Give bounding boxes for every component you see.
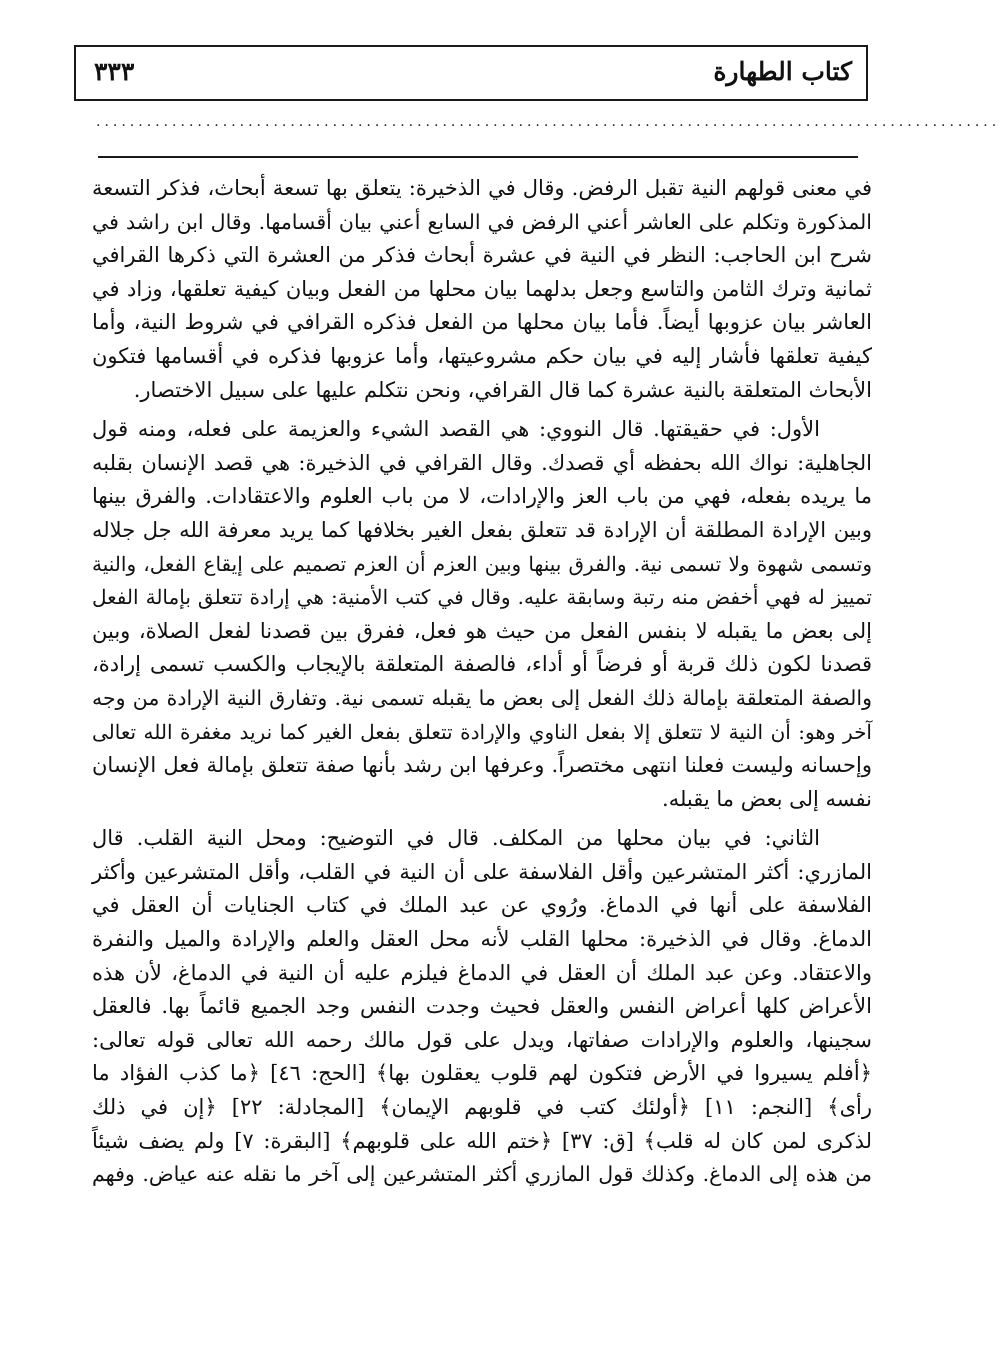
text-line: كيفية تعلقها فأشار إليه في بيان حكم مشروعيتها، وأما عزوبها فذكره في أقسامها فتكون [92, 343, 872, 368]
quran-citation-line: لذكرى لمن كان له قلب﴾ [ق: ٣٧] ﴿ختم الله على قلوبهم﴾ [البقرة: ٧] ولم يضف شيئاً [92, 1128, 872, 1153]
text-line: في معنى قولهم النية تقبل الرفض. وقال في الذخيرة: يتعلق بها تسعة أبحاث، فذكر التسعة [92, 176, 872, 200]
text-line: ثمانية وترك الثامن والتاسع وجعل بدلهما بيان محلها من الفعل وبيان كيفية تعلقها، وزاد في [92, 276, 872, 301]
text-line: والاعتقاد. وعن عبد الملك أن العقل في الدماغ فيلزم عليه أن النية في الدماغ، لأن هذه [92, 960, 872, 985]
text-line: من هذه إلى الدماغ. وكذلك قول المازري أكثر المتشرعين إلى آخر ما نقله عنه عياض. وفهم [92, 1162, 872, 1187]
text-line: إلى بعض ما يقبله لا بنفس الفعل من حيث هو فعل، ففرق بين قصدنا لفعل الصلاة، وبين [92, 618, 872, 643]
horizontal-rule [98, 156, 858, 158]
text-line: تمييز له فهي أخفض منه رتبة وسابقة عليه. وقال في كتب الأمنية: هي إرادة تتعلق بإمالة الفعل [92, 585, 872, 610]
text-line: وإحسانه وليست فعلنا انتهى مختصراً. وعرفها ابن رشد بأنها صفة تتعلق بإمالة فعل الإنسان [92, 753, 872, 778]
text-line: العاشر بيان عزوبها أيضاً. فأما بيان محلها من الفعل فذكره القرافي في شروط النية، وأما [92, 310, 872, 335]
quran-citation-line: ﴿أفلم يسيروا في الأرض فتكون لهم قلوب يعقلون بها﴾ [الحج: ٤٦] ﴿ما كذب الفؤاد ما [92, 1061, 872, 1086]
text-line: الجاهلية: نواك الله بحفظه أي قصدك. وقال القرافي في الذخيرة: هي قصد الإنسان بقلبه [92, 450, 872, 475]
text-line: سجينها، والعلوم والإرادات صفاتها، ويدل على قول مالك رحمه الله تعالى قوله تعالى: [92, 1027, 872, 1052]
text-line: الفلاسفة على أنها في الدماغ. ورُوي عن عبد الملك في كتاب الجنايات أن العقل في [92, 893, 872, 918]
text-line: الأبحاث المتعلقة بالنية عشرة كما قال القرافي، ونحن نتكلم عليها على سبيل الاختصار. [133, 377, 872, 402]
page-number: ٣٣٣ [94, 57, 135, 86]
body-text [92, 172, 872, 1192]
text-line: الدماغ. وقال في الذخيرة: محلها القلب لأنه محل العقل والعلم والإرادة والميل والنفرة [92, 927, 872, 952]
paragraph-first-line: الأول: في حقيقتها. قال النووي: هي القصد الشيء والعزيمة على فعله، ومنه قول [92, 417, 820, 442]
text-line: ما يريده بفعله، فهي من باب العز والإرادات، لا من باب العلوم والاعتقادات. والفرق بينها [92, 484, 872, 509]
text-line: الأعراض كلها أعراض النفس والعقل فحيث وجدت النفس وجد الجميع قائماً بها. فالعقل [92, 994, 872, 1019]
text-line: نفسه إلى بعض ما يقبله. [662, 786, 872, 811]
page-header [74, 45, 868, 101]
header-title: كتاب الطهارة [713, 57, 852, 86]
text-line: والصفة المتعلقة بإمالة ذلك الفعل إلى بعض ما يقبله تسمى نية. وتفارق النية الإرادة من وجه [92, 685, 872, 710]
text-line: المذكورة وتكلم على العاشر أعني الرفض في السابع أعني بيان أقسامها. وقال ابن راشد في [92, 209, 872, 234]
dotted-separator: ........................................................................................................... [96, 114, 1000, 130]
text-line: وبين الإرادة المطلقة أن الإرادة قد تتعلق بفعل الغير بخلافها كما يريد معرفة الله جل جلاله [92, 517, 872, 542]
paragraph-first-line: الثاني: في بيان محلها من المكلف. قال في التوضيح: ومحل النية القلب. قال [92, 826, 820, 851]
text-line: شرح ابن الحاجب: النظر في النية في عشرة أبحاث فذكر من العشرة التي ذكرها القرافي [92, 243, 872, 268]
text-line: وتسمى شهوة ولا تسمى نية. والفرق بينها وبين العزم أن العزم تصميم على إيقاع الفعل، والنية [92, 551, 872, 576]
quran-citation-line: رأى﴾ [النجم: ١١] ﴿أولئك كتب في قلوبهم الإيمان﴾ [المجادلة: ٢٢] ﴿إن في ذلك [92, 1095, 872, 1120]
text-line: قصدنا لكون ذلك قربة أو فرضاً أو أداء، فالصفة المتعلقة بالإيجاب والكسب تسمى إرادة، [92, 652, 872, 677]
text-line: المازري: أكثر المتشرعين وأقل الفلاسفة على أن النية في القلب، وأقل المتشرعين وأكثر [92, 859, 872, 884]
text-line: آخر وهو: أن النية لا تتعلق إلا بفعل الناوي والإرادة تتعلق بفعل الغير كما نريد مغفرة الله تعالى [92, 719, 872, 744]
